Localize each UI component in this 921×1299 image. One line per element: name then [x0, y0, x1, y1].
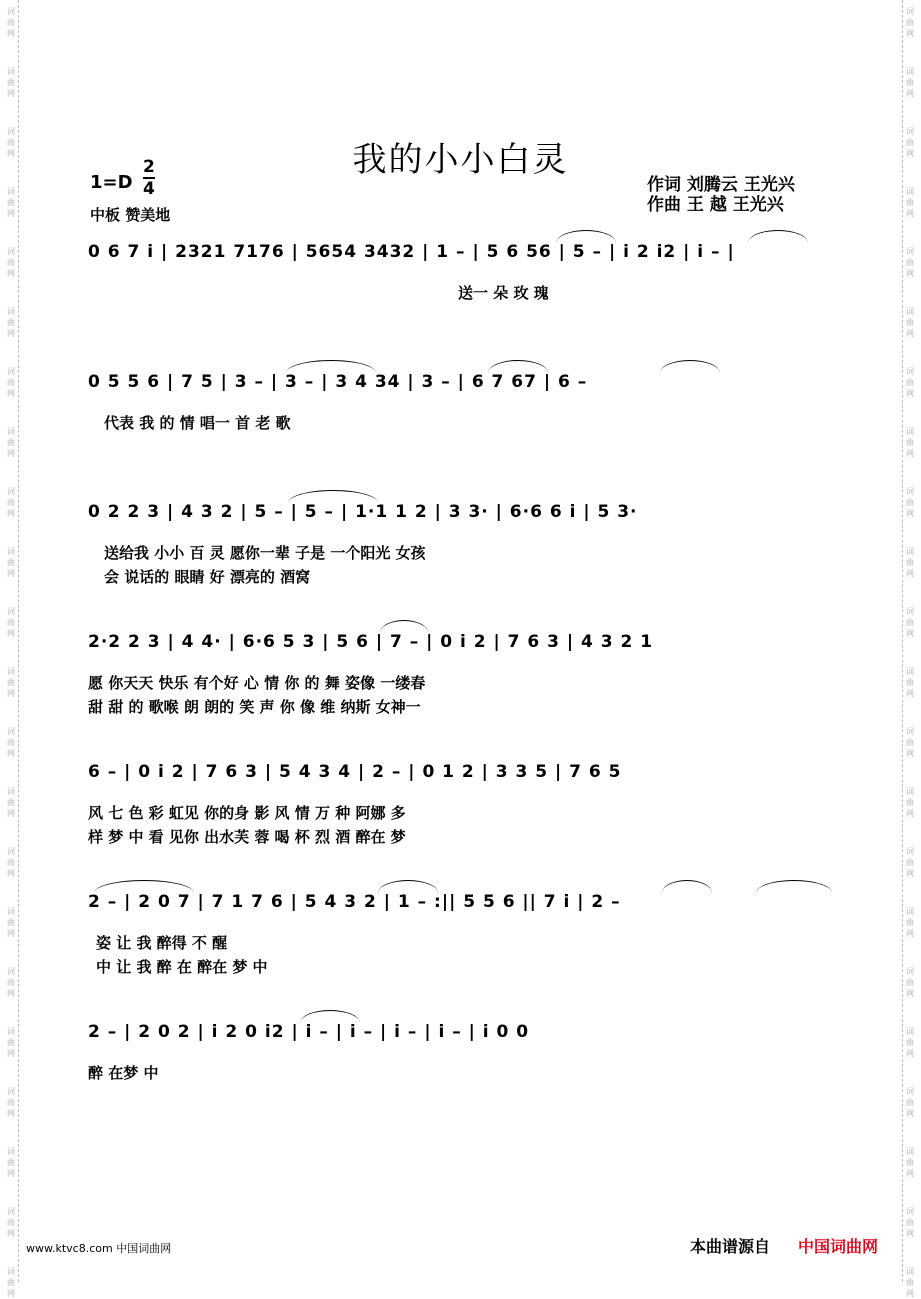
tie-mark [288, 490, 378, 503]
watermark-text: 词 曲 网 [906, 787, 914, 818]
slur-mark [488, 360, 548, 373]
notation-line: 0 2 2 3 | 4 3 2 | 5 – | 5 – | 1·1 1 2 | 3 3· | 6·6 6 i | 5 3· [88, 502, 638, 522]
watermark-text: 词 曲 网 [7, 127, 15, 158]
lyric-line: 送给我 小小 百 灵 愿你一辈 子是 一个阳光 女孩 [104, 544, 426, 562]
lyric-line: 样 梦 中 看 见你 出水芙 蓉 喝 杯 烈 酒 醉在 梦 [88, 828, 406, 846]
watermark-text: 词 曲 网 [7, 427, 15, 458]
watermark-text: 词 曲 网 [906, 67, 914, 98]
watermark-text: 词 曲 网 [7, 67, 15, 98]
notation-line: 2 – | 2 0 7 | 7 1 7 6 | 5 4 3 2 | 1 – :|| 5 5 6 || 7 i | 2 – [88, 892, 621, 912]
time-signature [143, 157, 155, 199]
watermark-text: 词 曲 网 [7, 607, 15, 638]
lyric-line: 中 让 我 醉 在 醉在 梦 中 [96, 958, 268, 976]
watermark-text: 词 曲 网 [7, 1267, 15, 1298]
watermark-text: 词 曲 网 [906, 547, 914, 578]
watermark-text: 词 曲 网 [7, 727, 15, 758]
watermark-text: 词 曲 网 [7, 367, 15, 398]
slur-mark [300, 1010, 360, 1023]
watermark-text: 词 曲 网 [906, 727, 914, 758]
score-title: 我的小小白灵 [352, 140, 569, 180]
watermark-text: 词 曲 网 [7, 907, 15, 938]
lyricist-credit: 作词 刘腾云 王光兴 [647, 175, 795, 195]
right-margin-strip [902, 0, 917, 1298]
watermark-text: 词 曲 网 [906, 1027, 914, 1058]
lyric-line: 送一 朵 玫 瑰 [458, 284, 549, 302]
watermark-text: 词 曲 网 [906, 1087, 914, 1118]
left-margin-strip [4, 0, 19, 1298]
composer-credit: 作曲 王 越 王光兴 [647, 195, 784, 215]
watermark-text: 词 曲 网 [906, 7, 914, 38]
fermata-slur [662, 880, 712, 893]
watermark-text: 词 曲 网 [7, 307, 15, 338]
watermark-text: 词 曲 网 [906, 907, 914, 938]
lyric-line: 醉 在梦 中 [88, 1064, 159, 1082]
time-signature-bottom: 4 [143, 179, 155, 199]
time-signature-top: 2 [143, 157, 155, 177]
key-signature: 1=D [90, 172, 133, 193]
watermark-text: 词 曲 网 [7, 187, 15, 218]
watermark-text: 词 曲 网 [7, 1147, 15, 1178]
lyric-line: 代表 我 的 情 唱一 首 老 歌 [104, 414, 291, 432]
lyric-line: 愿 你天天 快乐 有个好 心 情 你 的 舞 姿像 一缕春 [88, 674, 426, 692]
watermark-text: 词 曲 网 [906, 127, 914, 158]
watermark-text: 词 曲 网 [906, 247, 914, 278]
notation-line: 0 5 5 6 | 7 5 | 3 – | 3 – | 3 4 34 | 3 – | 6 7 67 | 6 – [88, 372, 588, 392]
watermark-text: 词 曲 网 [7, 7, 15, 38]
footer-source-label: 本曲谱源自 [690, 1237, 771, 1256]
notation-line: 2 – | 2 0 2 | i 2 0 i2 | i – | i – | i – | i – | i 0 0 [88, 1022, 530, 1042]
lyric-line: 会 说话的 眼睛 好 漂亮的 酒窝 [104, 568, 311, 586]
watermark-text: 词 曲 网 [906, 187, 914, 218]
tie-mark [94, 880, 194, 893]
watermark-text: 词 曲 网 [7, 1207, 15, 1238]
watermark-text: 词 曲 网 [906, 487, 914, 518]
notation-line: 2·2 2 3 | 4 4· | 6·6 5 3 | 5 6 | 7 – | 0 i 2 | 7 6 3 | 4 3 2 1 [88, 632, 654, 652]
watermark-text: 词 曲 网 [906, 1147, 914, 1178]
slur-mark [748, 230, 808, 243]
watermark-text: 词 曲 网 [906, 967, 914, 998]
slur-mark [660, 360, 720, 373]
slur-mark [380, 620, 428, 633]
footer-site-link[interactable]: www.ktvc8.com 中国词曲网 [26, 1242, 172, 1255]
watermark-text: 词 曲 网 [906, 667, 914, 698]
watermark-text: 词 曲 网 [906, 607, 914, 638]
watermark-text: 词 曲 网 [906, 1207, 914, 1238]
watermark-text: 词 曲 网 [906, 367, 914, 398]
watermark-text: 词 曲 网 [7, 967, 15, 998]
watermark-text: 词 曲 网 [7, 1087, 15, 1118]
tie-mark [286, 360, 376, 373]
watermark-text: 词 曲 网 [7, 1027, 15, 1058]
watermark-text: 词 曲 网 [7, 247, 15, 278]
watermark-text: 词 曲 网 [7, 667, 15, 698]
notation-line: 0 6 7 i | 2321 7176 | 5654 3432 | 1 – | 5 6 56 | 5 – | i 2 i2 | i – | [88, 242, 735, 262]
notation-line: 6 – | 0 i 2 | 7 6 3 | 5 4 3 4 | 2 – | 0 1 2 | 3 3 5 | 7 6 5 [88, 762, 622, 782]
watermark-text: 词 曲 网 [7, 847, 15, 878]
tie-mark [756, 880, 832, 893]
watermark-text: 词 曲 网 [7, 487, 15, 518]
lyric-line: 姿 让 我 醉得 不 醒 [96, 934, 228, 952]
watermark-text: 词 曲 网 [906, 307, 914, 338]
watermark-text: 词 曲 网 [906, 847, 914, 878]
watermark-text: 词 曲 网 [906, 1267, 914, 1298]
slur-mark [556, 230, 616, 243]
tempo-marking: 中板 赞美地 [90, 206, 171, 224]
watermark-text: 词 曲 网 [7, 787, 15, 818]
footer-source-brand[interactable]: 中国词曲网 [798, 1237, 879, 1256]
watermark-text: 词 曲 网 [7, 547, 15, 578]
lyric-line: 风 七 色 彩 虹见 你的身 影 风 情 万 种 阿娜 多 [88, 804, 406, 822]
watermark-text: 词 曲 网 [906, 427, 914, 458]
slur-mark [378, 880, 438, 893]
lyric-line: 甜 甜 的 歌喉 朗 朗的 笑 声 你 像 维 纳斯 女神一 [88, 698, 421, 716]
